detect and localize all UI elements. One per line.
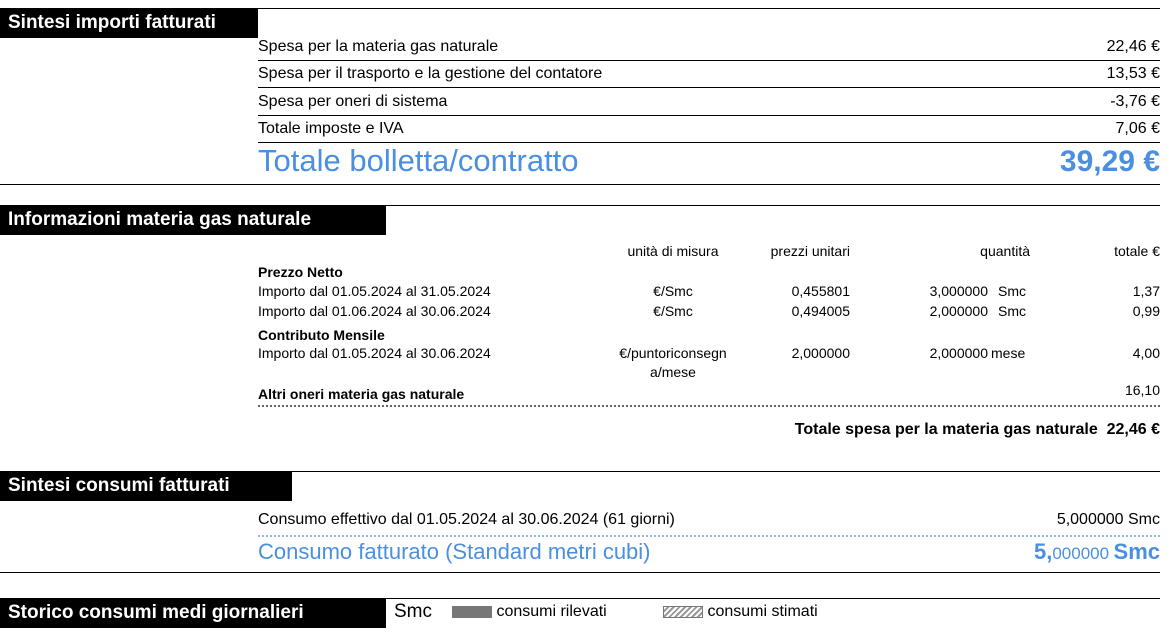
row-divider: [258, 115, 1160, 116]
table-row-label: Importo dal 01.05.2024 al 31.05.2024: [258, 283, 491, 299]
consumo-fatturato-dec: 000000: [1052, 544, 1110, 563]
table-cell-t: 0,99: [1132, 303, 1160, 319]
importi-row-value: 7,06 €: [1115, 120, 1160, 137]
importi-row-value: -3,76 €: [1110, 93, 1160, 110]
consumo-effettivo-value: 5,000000 Smc: [1056, 511, 1160, 528]
dotted-divider: [258, 405, 1160, 407]
totale-bolletta-label: Totale bolletta/contratto: [258, 143, 579, 178]
importi-row: [258, 37, 1160, 57]
totale-materia-row: [258, 420, 1160, 440]
consumo-fatturato-int: 5,: [1033, 539, 1053, 564]
info-materia-header: Informazioni materia gas naturale: [0, 205, 386, 235]
table-cell-pu: 0,494005: [791, 303, 850, 319]
legend-rilevati-label: consumi rilevati: [496, 603, 607, 620]
col-header-q: quantità: [980, 243, 1030, 259]
materia-table: [258, 242, 1160, 402]
altri-oneri-label: Altri oneri materia gas naturale: [258, 386, 465, 402]
table-cell-t: 4,00: [1132, 345, 1160, 361]
table-cell-um: €/puntoriconsegn: [619, 345, 727, 361]
table-cell-qu: Smc: [998, 283, 1026, 299]
col-header-pu: prezzi unitari: [770, 243, 850, 259]
importi-row-label: Spesa per la materia gas naturale: [258, 38, 499, 55]
table-cell-q: 3,000000: [929, 283, 988, 299]
importi-row: [258, 64, 1160, 84]
consumo-effettivo-label: Consumo effettivo dal 01.05.2024 al 30.06.2024 (61 giorni): [258, 511, 675, 528]
importi-row-label: Spesa per oneri di sistema: [258, 93, 448, 110]
legend-stimati: [663, 602, 818, 622]
table-cell-pu: 2,000000: [791, 345, 850, 361]
storico-header: Storico consumi medi giornalieri: [0, 598, 386, 628]
table-cell-um: €/Smc: [653, 303, 693, 319]
storico-unit: Smc: [394, 601, 432, 622]
sintesi-consumi-header: Sintesi consumi fatturati: [0, 471, 292, 501]
col-header-t: totale €: [1114, 243, 1160, 259]
consumo-effettivo-row: [258, 510, 1160, 530]
table-row-label: Importo dal 01.06.2024 al 30.06.2024: [258, 303, 491, 319]
legend-hatch-icon: [663, 606, 703, 618]
totale-materia-value: 22,46 €: [1106, 421, 1160, 438]
importi-row-label: Spesa per il trasporto e la gestione del contatore: [258, 65, 603, 82]
sintesi-importi-header: Sintesi importi fatturati: [0, 8, 258, 38]
importi-row-label: Totale imposte e IVA: [258, 120, 404, 137]
totale-bolletta-value: 39,29 €: [1059, 145, 1160, 178]
table-cell-qu: Smc: [998, 303, 1026, 319]
legend-stimati-label: consumi stimati: [707, 603, 818, 620]
section-rule: [0, 572, 1160, 573]
row-divider: [258, 60, 1160, 61]
prezzo-netto-title: Prezzo Netto: [258, 264, 343, 280]
importi-row: [258, 92, 1160, 112]
importi-row-value: 13,53 €: [1106, 65, 1160, 82]
row-divider: [258, 87, 1160, 88]
table-row-label: Importo dal 01.05.2024 al 30.06.2024: [258, 345, 491, 361]
consumo-fatturato-label: Consumo fatturato (Standard metri cubi): [258, 539, 651, 564]
consumo-fatturato-row: [258, 539, 1160, 565]
table-cell-t: 1,37: [1132, 283, 1160, 299]
legend-rilevati: [452, 602, 607, 622]
table-cell-q: 2,000000: [929, 345, 988, 361]
totale-bolletta-row: [258, 143, 1160, 179]
table-cell-q: 2,000000: [929, 303, 988, 319]
col-header-um: unità di misura: [627, 243, 719, 259]
contributo-title: Contributo Mensile: [258, 327, 385, 343]
consumo-fatturato-unit: Smc: [1113, 539, 1160, 564]
blue-dotted-divider: [258, 535, 1160, 537]
importi-row: [258, 119, 1160, 139]
totale-materia-label: Totale spesa per la materia gas naturale: [794, 421, 1098, 438]
consumo-fatturato-value: [1034, 539, 1160, 565]
table-cell-qu: mese: [991, 345, 1026, 361]
table-cell-um: a/mese: [650, 364, 696, 380]
legend-swatch-icon: [452, 606, 492, 618]
table-cell-um: €/Smc: [653, 283, 693, 299]
table-cell-pu: 0,455801: [791, 283, 850, 299]
section-rule: [0, 184, 1160, 185]
altri-oneri-value: 16,10: [1124, 382, 1160, 398]
importi-row-value: 22,46 €: [1106, 38, 1160, 55]
